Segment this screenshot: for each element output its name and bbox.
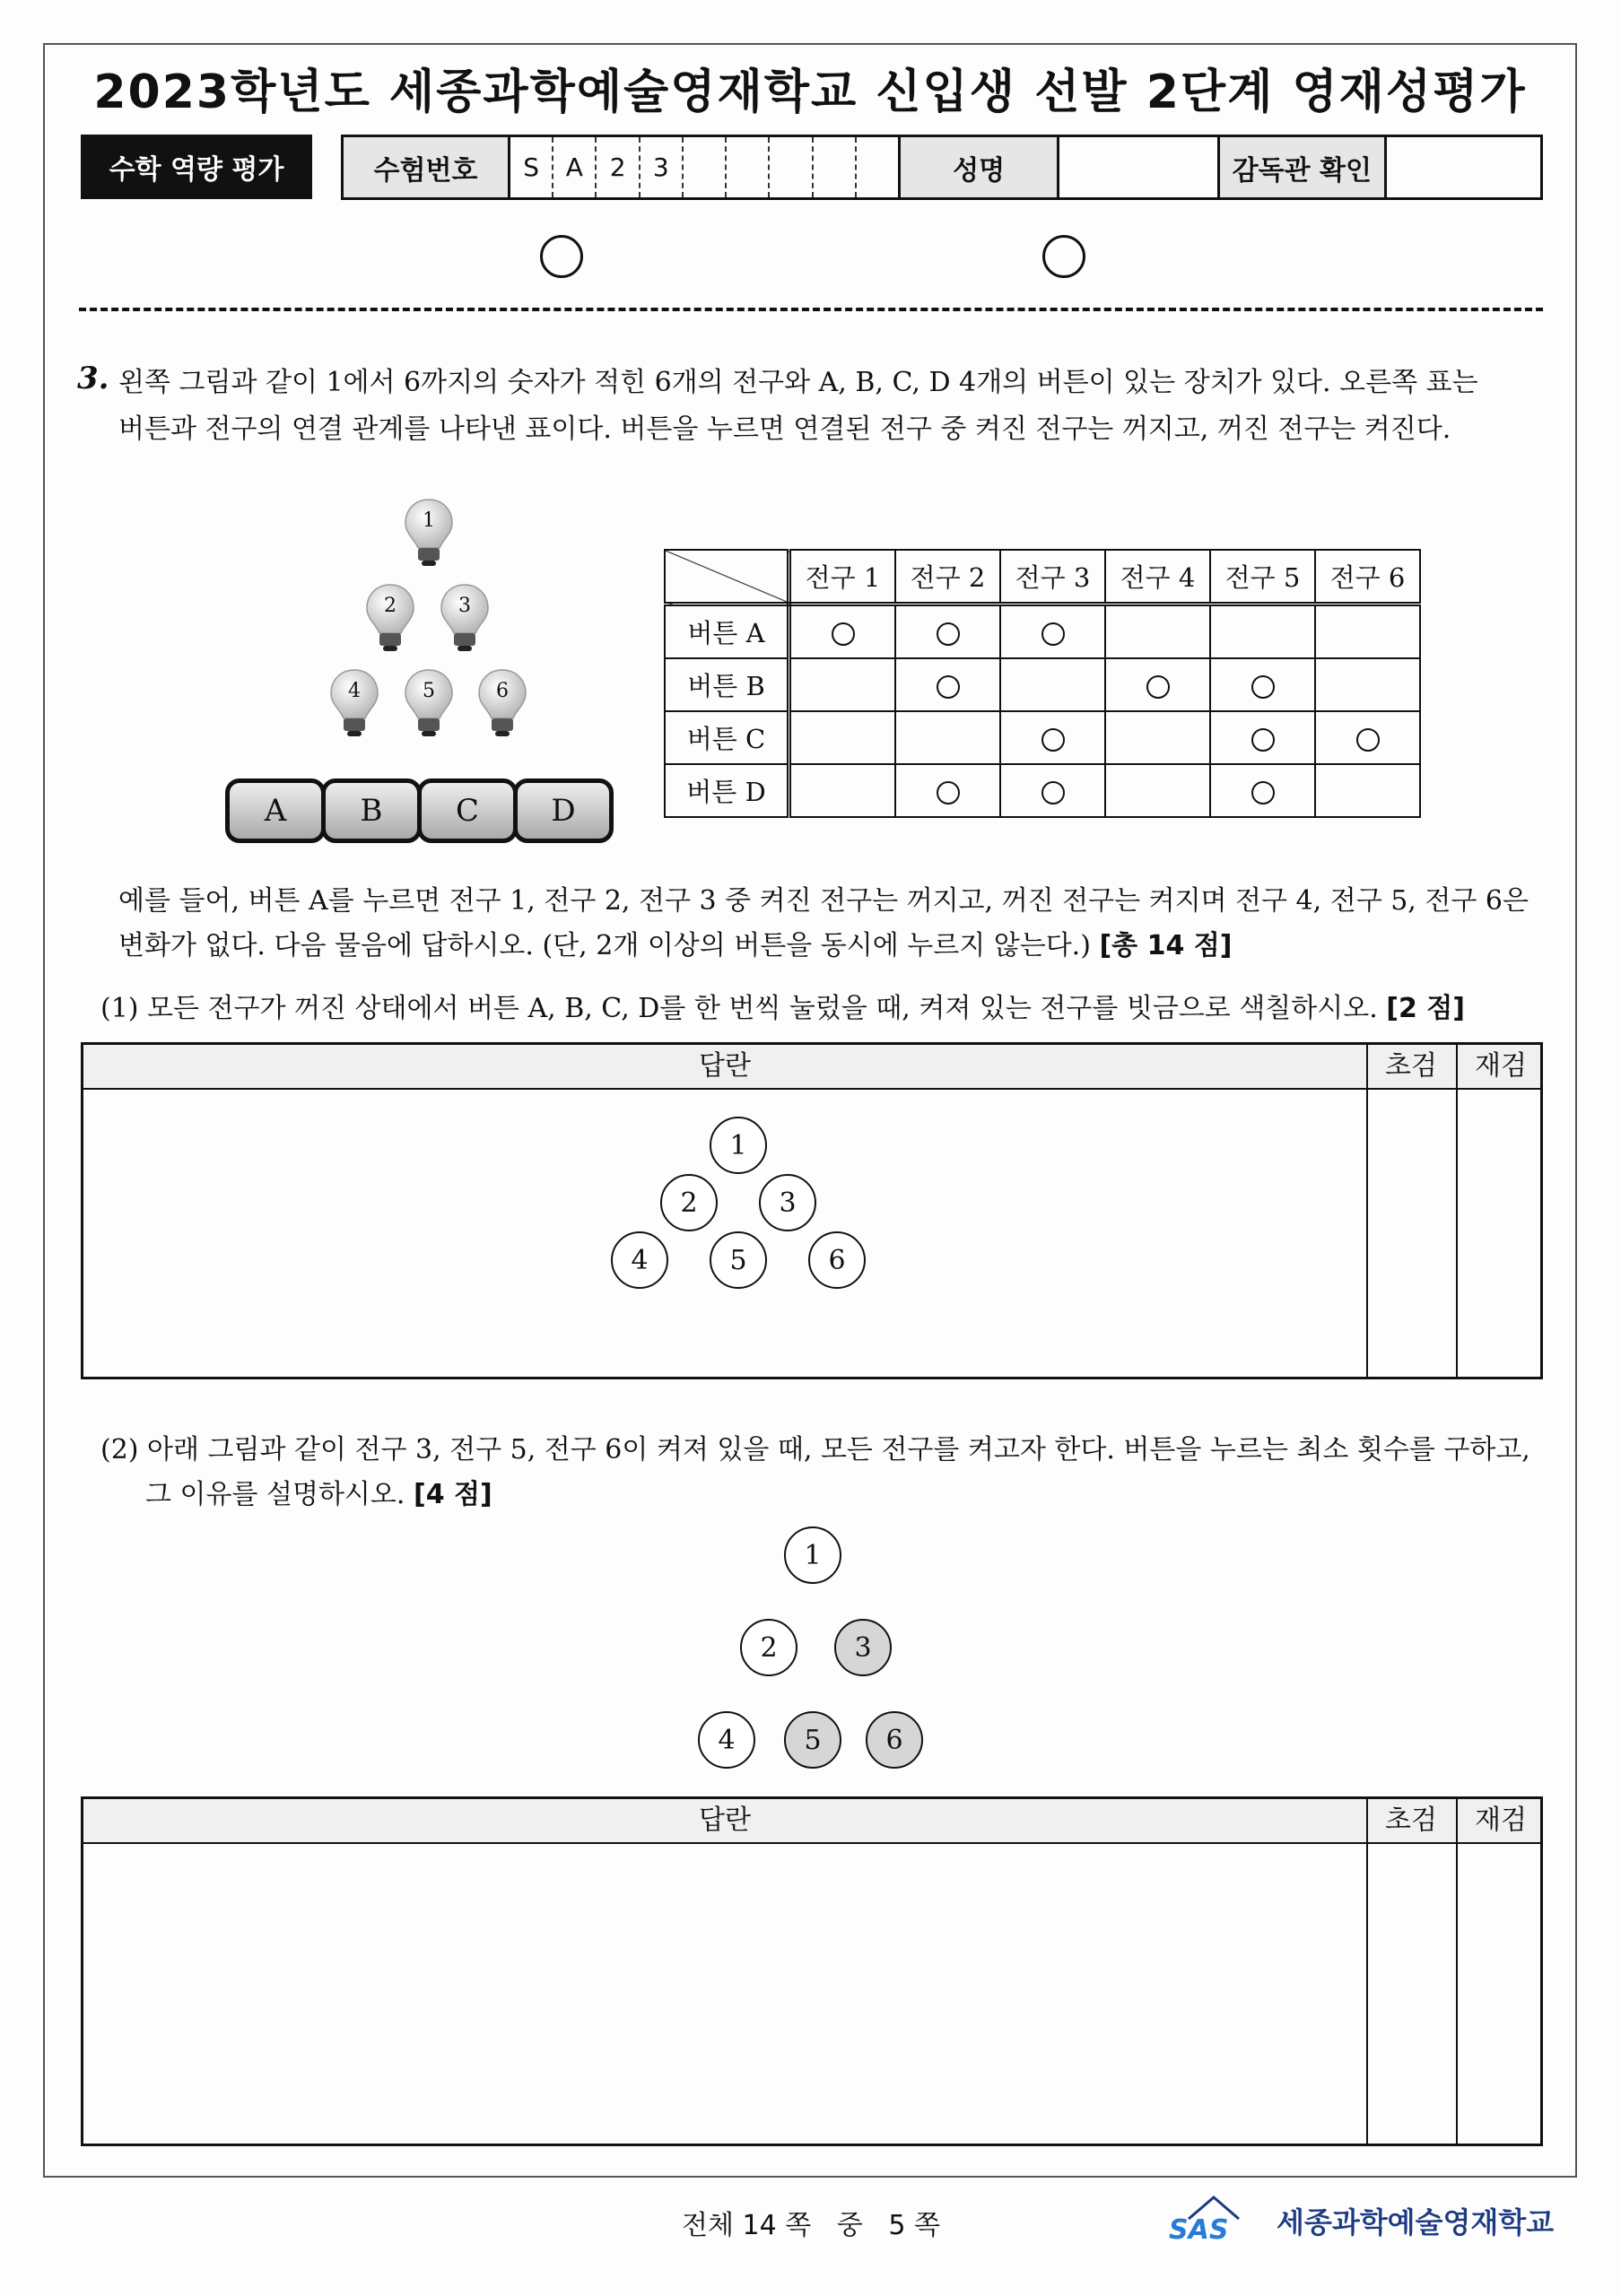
connection-mark-icon (937, 781, 960, 804)
column-header: 전구 2 (895, 550, 1000, 604)
svg-text:5: 5 (423, 680, 435, 702)
connection-mark-icon (1041, 728, 1065, 752)
exam-digit: A (553, 137, 597, 197)
example-line2: 변화가 없다. 다음 물음에 답하시오. (단, 2개 이상의 버튼을 동시에 누르지 않는다.) [총 14 점] (118, 930, 1233, 961)
lit-bulb-circle: 5 (784, 1711, 841, 1769)
proctor-field[interactable] (1385, 136, 1541, 199)
table-cell (1315, 658, 1420, 711)
connection-mark-icon (1356, 728, 1380, 752)
bulb-4-icon (327, 668, 381, 742)
bulb-5-icon (402, 668, 456, 742)
sub2-question-line1: (2) 아래 그림과 같이 전구 3, 전구 5, 전구 6이 켜져 있을 때, 모든 전구를 켜고자 한다. 버튼을 누르는 최소 횟수를 구하고, (100, 1434, 1530, 1465)
unlit-bulb-circle: 4 (698, 1711, 755, 1769)
exam-digit (727, 137, 770, 197)
school-name: 세종과학예술영재학교 (1277, 2205, 1555, 2239)
sub1-points: [2 점] (1386, 993, 1466, 1024)
table-cell (1000, 604, 1105, 659)
table-cell (1000, 764, 1105, 817)
question-intro-line1: 왼쪽 그림과 같이 1에서 6까지의 숫자가 적힌 6개의 전구와 A, B, C, D 4개의 버튼이 있는 장치가 있다. 오른쪽 표는 (118, 367, 1478, 398)
table-corner (665, 550, 789, 604)
first-check-label: 초검 (1385, 1805, 1437, 1836)
table-cell (1210, 764, 1315, 817)
bulb-3-icon (438, 583, 492, 657)
row-header: 버튼 B (665, 658, 789, 711)
unlit-bulb-circle: 1 (784, 1526, 841, 1584)
bulb-1-icon (402, 498, 456, 571)
exam-digit (814, 137, 857, 197)
table-cell (1000, 658, 1105, 711)
exam-digit (770, 137, 813, 197)
device-button-b: B (321, 778, 422, 843)
table-cell (789, 604, 896, 659)
row-header: 버튼 C (665, 711, 789, 764)
answer-bulb-circle[interactable]: 3 (759, 1174, 816, 1231)
page-title: 2023학년도 세종과학예술영재학교 신입생 선발 2단계 영재성평가 (93, 65, 1527, 119)
table-cell (1315, 764, 1420, 817)
name-field[interactable] (1059, 136, 1219, 199)
table-cell (1105, 658, 1210, 711)
sas-logo-icon (1162, 2194, 1269, 2248)
sub2-points: [4 점] (413, 1479, 492, 1510)
svg-text:1: 1 (423, 509, 435, 532)
connection-mark-icon (1146, 675, 1170, 699)
answer-bulb-circle[interactable]: 4 (611, 1231, 668, 1289)
cut-line (79, 308, 1543, 311)
answer-label: 답란 (699, 1050, 751, 1082)
device-button-c: C (417, 778, 518, 843)
sub1-question: (1) 모든 전구가 꺼진 상태에서 버튼 A, B, C, D를 한 번씩 눌렀을 때, 켜져 있는 전구를 빗금으로 색칠하시오. [2 점] (100, 993, 1466, 1024)
device-button-a: A (225, 778, 326, 843)
first-check-label: 초검 (1385, 1050, 1437, 1082)
connection-mark-icon (1041, 781, 1065, 804)
lit-bulb-circle: 6 (866, 1711, 923, 1769)
svg-text:SAS: SAS (1169, 2214, 1229, 2246)
connection-mark-icon (937, 675, 960, 699)
exam-digit: 3 (641, 137, 684, 197)
exam-digit: S (510, 137, 553, 197)
column-header: 전구 4 (1105, 550, 1210, 604)
connection-mark-icon (832, 622, 855, 646)
answer-bulb-circle[interactable]: 2 (660, 1174, 718, 1231)
school-logo (1162, 2194, 1554, 2248)
name-label: 성명 (900, 136, 1059, 199)
exam-number-label: 수험번호 (343, 136, 510, 199)
exam-digit: 2 (597, 137, 640, 197)
bulb-6-icon (475, 668, 529, 742)
table-cell (1315, 711, 1420, 764)
column-header: 전구 6 (1315, 550, 1420, 604)
device-button-d: D (513, 778, 614, 843)
svg-text:2: 2 (384, 595, 397, 617)
question-number: 3. (77, 361, 109, 396)
table-cell (789, 658, 896, 711)
page-indicator: 전체 14 쪽 중 5 쪽 (682, 2210, 940, 2241)
exam-digit (684, 137, 727, 197)
table-cell (789, 764, 896, 817)
column-header: 전구 3 (1000, 550, 1105, 604)
table-cell (1105, 711, 1210, 764)
question-intro-line2: 버튼과 전구의 연결 관계를 나타낸 표이다. 버튼을 누르면 연결된 전구 중 켜진 전구는 꺼지고, 꺼진 전구는 켜진다. (118, 413, 1451, 445)
answer-bulb-circle[interactable]: 1 (710, 1117, 767, 1174)
connection-mark-icon (937, 622, 960, 646)
section-tag: 수학 역량 평가 (81, 135, 312, 199)
sub2-question-line2: 그 이유를 설명하시오. [4 점] (145, 1479, 492, 1510)
exam-digit (857, 137, 898, 197)
lit-bulb-circle: 3 (834, 1619, 892, 1676)
exam-number-field[interactable] (510, 136, 900, 199)
column-header: 전구 5 (1210, 550, 1315, 604)
connection-mark-icon (1251, 728, 1275, 752)
table-cell (895, 764, 1000, 817)
table-cell (1210, 604, 1315, 659)
answer-bulb-circle[interactable]: 5 (710, 1231, 767, 1289)
second-check-label: 재검 (1475, 1805, 1527, 1836)
answer-label: 답란 (699, 1805, 751, 1836)
punch-hole (540, 235, 583, 278)
bulb-2-icon (363, 583, 417, 657)
connection-mark-icon (1251, 675, 1275, 699)
column-header: 전구 1 (789, 550, 896, 604)
example-line1: 예를 들어, 버튼 A를 누르면 전구 1, 전구 2, 전구 3 중 켜진 전구는 꺼지고, 꺼진 전구는 켜지며 전구 4, 전구 5, 전구 6은 (118, 885, 1529, 917)
table-cell (1105, 604, 1210, 659)
table-cell (1105, 764, 1210, 817)
exam-header-table (341, 135, 1543, 200)
connection-table (664, 549, 1421, 818)
connection-mark-icon (1041, 622, 1065, 646)
unlit-bulb-circle: 2 (740, 1619, 797, 1676)
row-header: 버튼 A (665, 604, 789, 659)
svg-text:3: 3 (458, 595, 471, 617)
table-cell (789, 711, 896, 764)
table-cell (895, 711, 1000, 764)
table-cell (895, 604, 1000, 659)
proctor-label: 감독관 확인 (1218, 136, 1385, 199)
svg-text:4: 4 (348, 680, 361, 702)
second-check-label: 재검 (1475, 1050, 1527, 1082)
punch-hole (1042, 235, 1085, 278)
table-cell (1315, 604, 1420, 659)
table-cell (1210, 711, 1315, 764)
total-points: [총 14 점] (1099, 930, 1233, 961)
table-cell (895, 658, 1000, 711)
answer-box-2[interactable] (81, 1796, 1543, 2146)
connection-mark-icon (1251, 781, 1275, 804)
table-cell (1210, 658, 1315, 711)
table-cell (1000, 711, 1105, 764)
svg-text:6: 6 (496, 680, 509, 702)
row-header: 버튼 D (665, 764, 789, 817)
answer-box-1[interactable] (81, 1042, 1543, 1379)
answer-bulb-circle[interactable]: 6 (808, 1231, 866, 1289)
